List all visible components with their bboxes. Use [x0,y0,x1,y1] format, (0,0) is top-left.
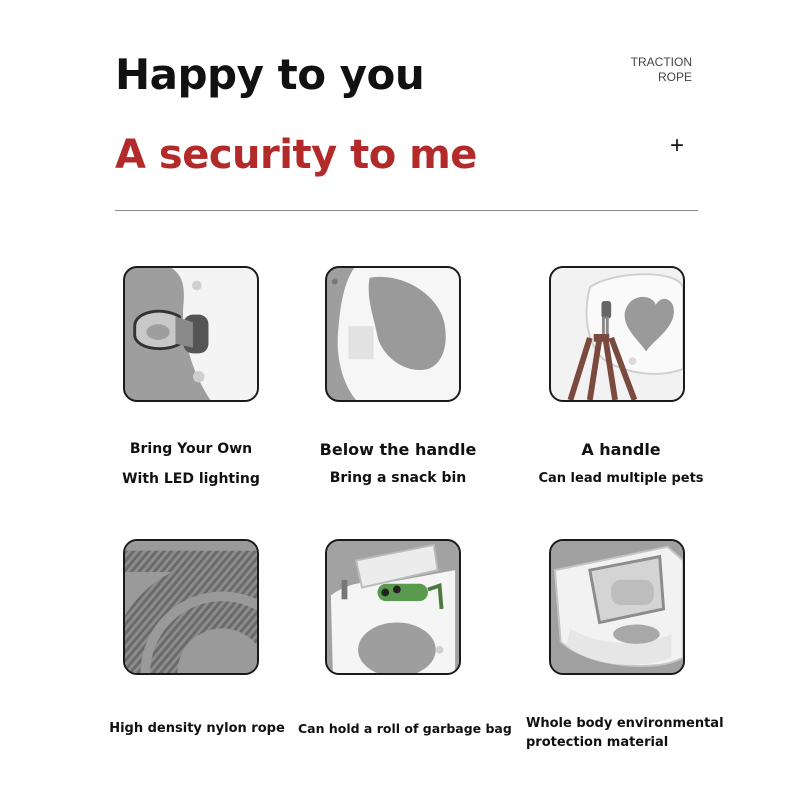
feature-image-garbage-bag [325,539,461,675]
feature-title-heart-handle: A handle [581,440,661,459]
body-material-icon [551,541,683,673]
feature-title-body-material: Whole body environmental [526,716,724,731]
headline-secondary: A security to me [115,132,477,178]
feature-image-handle-underside [325,266,461,402]
plus-icon: + [670,132,685,159]
product-tag [631,55,692,85]
heart-handle-icon [551,268,683,400]
feature-title-garbage-bag: Can hold a roll of garbage bag [298,721,512,736]
feature-subtitle-body-material: protection material [526,735,669,750]
feature-subtitle-heart-handle: Can lead multiple pets [538,471,704,486]
feature-image-clasp [123,266,259,402]
metal-clasp-icon [125,268,257,400]
feature-title-handle-underside: Below the handle [319,440,477,459]
feature-title-nylon-rope: High density nylon rope [109,721,285,736]
garbage-bag-compartment-icon [327,541,459,673]
feature-title-clasp: Bring Your Own [129,441,253,457]
feature-subtitle-clasp: With LED lighting [122,471,260,487]
product-tag-line1: TRACTION [630,55,692,69]
feature-image-nylon-rope [123,539,259,675]
feature-image-heart-handle [549,266,685,402]
divider [115,210,698,211]
nylon-rope-icon [125,541,257,673]
handle-underside-icon [327,268,459,400]
feature-subtitle-handle-underside: Bring a snack bin [329,470,467,486]
product-tag-line2: ROPE [657,70,692,84]
feature-image-body-material [549,539,685,675]
headline-primary: Happy to you [115,50,425,99]
